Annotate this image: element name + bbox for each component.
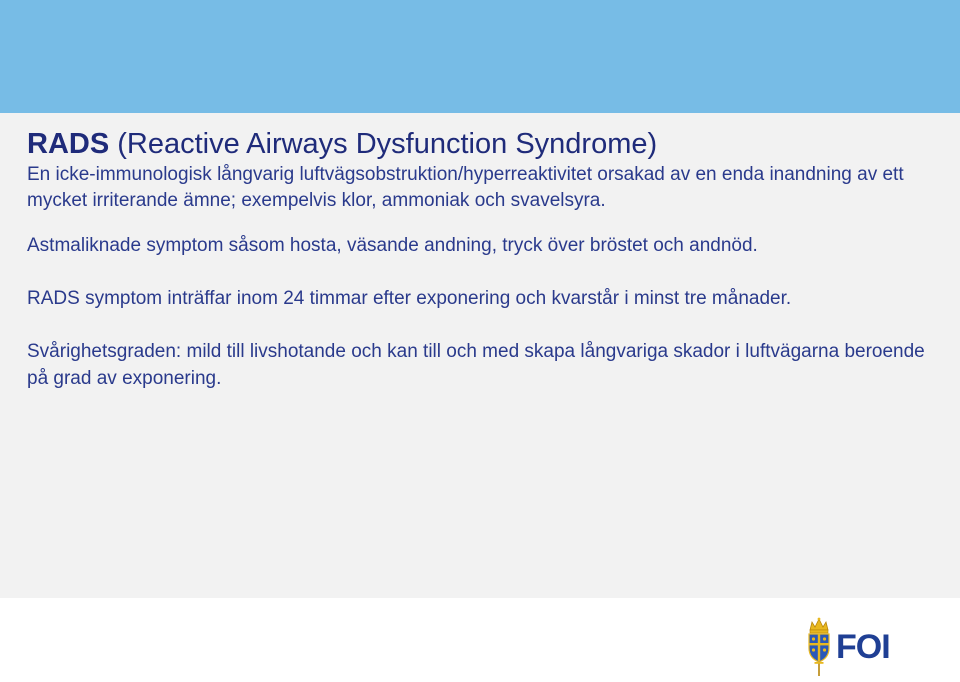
onset-paragraph: RADS symptom inträffar inom 24 timmar efter exponering och kvarstår i minst tre månader. <box>27 288 792 309</box>
crown-emblem-icon <box>806 616 832 678</box>
severity-paragraph: Svårighetsgraden: mild till livshotande och kan till och med skapa långvariga skador i luftvägarna beroende på grad av exponering. <box>27 341 925 389</box>
title-acronym: RADS <box>27 128 110 160</box>
foi-logo <box>806 616 890 678</box>
symptoms-paragraph: Astmaliknade symptom såsom hosta, väsande andning, tryck över bröstet och andnöd. <box>27 235 758 256</box>
title-expansion: (Reactive Airways Dysfunction Syndrome) <box>109 128 658 160</box>
header-band <box>0 0 960 113</box>
slide-body <box>27 126 932 392</box>
slide-title <box>27 126 932 162</box>
foi-logo-text: FOI <box>836 628 890 666</box>
definition-text: En icke-immunologisk långvarig luftvägsobstruktion/hyperreaktivitet orsakad av en enda inandning av ett mycket irriterande ämne; exempelvis klor, ammoniak och svavelsyra. <box>27 164 904 211</box>
